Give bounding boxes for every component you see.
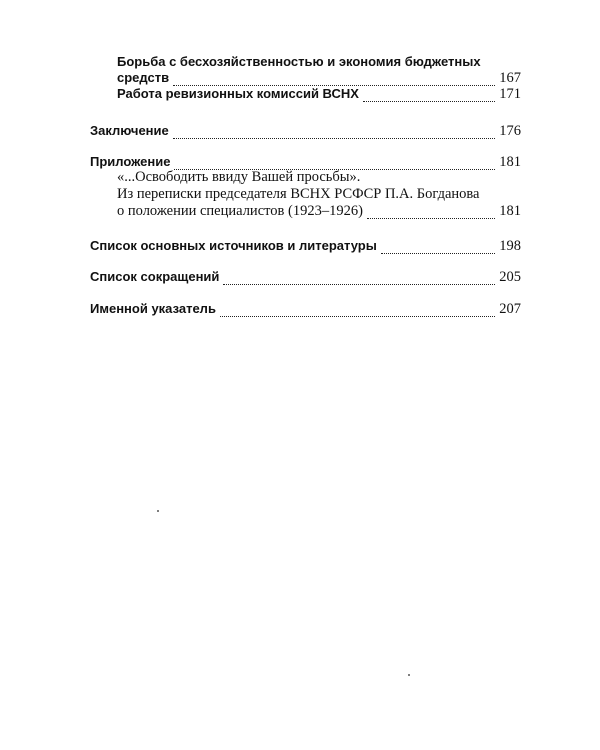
toc-leader-dots <box>381 244 495 254</box>
toc-entry-title: Приложение <box>90 154 171 169</box>
scan-speck <box>408 674 410 676</box>
toc-leader-dots <box>220 307 495 317</box>
toc-leader-dots <box>223 275 495 285</box>
toc-appendix-doc-line2: Из переписки председателя ВСНХ РСФСР П.А. Богданова <box>117 186 480 202</box>
toc-entry-sources[interactable] <box>90 237 521 255</box>
toc-page-number: 205 <box>499 269 521 285</box>
toc-page-number: 207 <box>499 301 521 317</box>
toc-page-number: 181 <box>499 154 521 170</box>
toc-entry-title: Список основных источников и литературы <box>90 238 377 253</box>
toc-entry-abbreviations[interactable] <box>90 268 521 286</box>
toc-appendix-doc-line1: «...Освободить ввиду Вашей просьбы». <box>117 169 361 185</box>
toc-appendix-doc-line3: о положении специалистов (1923–1926) <box>117 203 363 219</box>
toc-entry-conclusion[interactable] <box>90 122 521 140</box>
toc-leader-dots <box>367 209 495 219</box>
toc-page-number: 167 <box>499 70 521 86</box>
toc-leader-dots <box>173 129 495 139</box>
toc-page-number: 181 <box>499 203 521 219</box>
toc-entry-title: Список сокращений <box>90 269 220 284</box>
toc-entry-title: Заключение <box>90 123 169 138</box>
toc-entry-name-index[interactable] <box>90 300 521 318</box>
toc-page-number: 198 <box>499 238 521 254</box>
toc-entry-title: Именной указатель <box>90 301 216 316</box>
toc-page-number: 171 <box>499 86 521 102</box>
toc-entry-audit-commissions[interactable] <box>117 85 521 103</box>
toc-page-number: 176 <box>499 123 521 139</box>
toc-entry-mismanagement-title-text1: Борьба с бесхозяйственностью и экономия бюджетных <box>117 54 481 69</box>
toc-entry-mismanagement-title-line2: средств <box>117 70 170 85</box>
scan-speck <box>157 510 159 512</box>
toc-leader-dots <box>363 92 495 102</box>
toc-entry-appendix-document[interactable] <box>117 202 521 220</box>
toc-entry-title: Работа ревизионных комиссий ВСНХ <box>117 86 359 101</box>
